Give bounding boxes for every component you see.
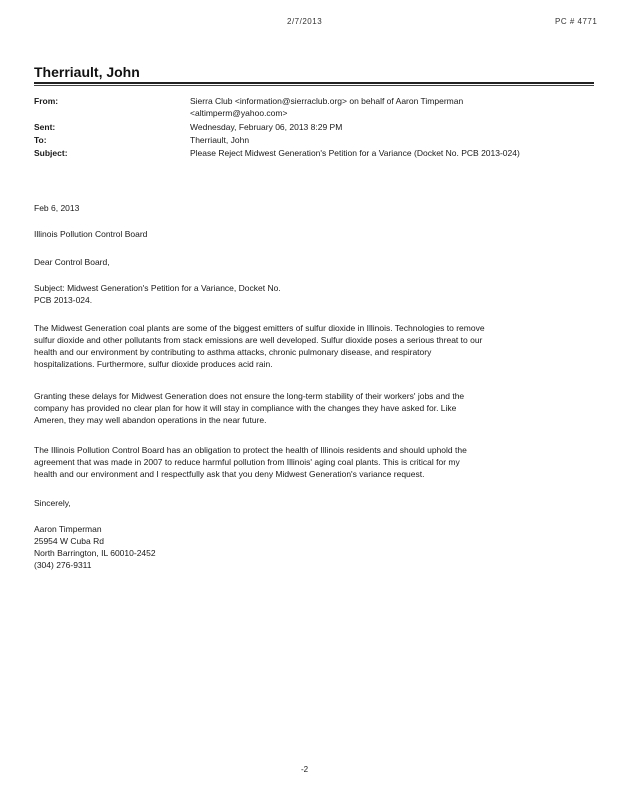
to-value: Therriault, John [190,135,250,145]
subject-value: Please Reject Midwest Generation's Petition for a Variance (Docket No. PCB 2013-024) [190,148,520,158]
letter-salutation: Dear Control Board, [34,257,110,267]
letter-subject-line: Subject: Midwest Generation's Petition for a Variance, Docket No. PCB 2013-024. [34,283,281,305]
from-label: From: [34,96,59,106]
letter-paragraph-3: The Illinois Pollution Control Board has an obligation to protect the health of Illinois residents and should uphold the agreement that was made in 2007 to reduce harmful pollution from Illinois' aging coal plants. This is critical for my health and our environment and I respectfully ask that you deny Midwest Generation's variance request. [34,445,467,479]
sender-name: Therriault, John [34,64,140,80]
letter-paragraph-2: Granting these delays for Midwest Generation does not ensure the long-term stability of their workers' jobs and the company has provided no clear plan for how it will stay in compliance with the changes they have asked for. Like Ameren, they may well abandon operations in the near future. [34,391,465,425]
from-value-email: <altimperm@yahoo.com> [190,108,288,118]
letter-signature: Aaron Timperman 25954 W Cuba Rd North Barrington, IL 60010-2452 (304) 276-9311 [34,524,156,570]
letter-closing: Sincerely, [34,498,71,508]
sent-label: Sent: [34,122,56,132]
from-value: Sierra Club <information@sierraclub.org> on behalf of Aaron Timperman [190,96,464,106]
subject-label: Subject: [34,148,68,158]
letter-recipient: Illinois Pollution Control Board [34,229,148,239]
sent-value: Wednesday, February 06, 2013 8:29 PM [190,122,343,132]
header-rule [34,82,594,84]
to-label: To: [34,135,47,145]
stamp-date: 2/7/2013 [287,17,323,26]
letter-paragraph-1: The Midwest Generation coal plants are some of the biggest emitters of sulfur dioxide in Illinois. Technologies to remove sulfur dioxide and other pollutants from stack emissions are well developed. Sulfur dioxide poses a serious threat to our health and our environment by contributing to asthma attacks, chronic pulmonary disease, and respiratory hospitalizations. Furthermore, sulfur dioxide produces acid rain. [34,323,485,369]
letter-date: Feb 6, 2013 [34,203,80,213]
page-number: -2 [301,765,309,774]
stamp-pc-number: PC # 4771 [555,17,598,26]
header-rule-thin [34,85,594,86]
